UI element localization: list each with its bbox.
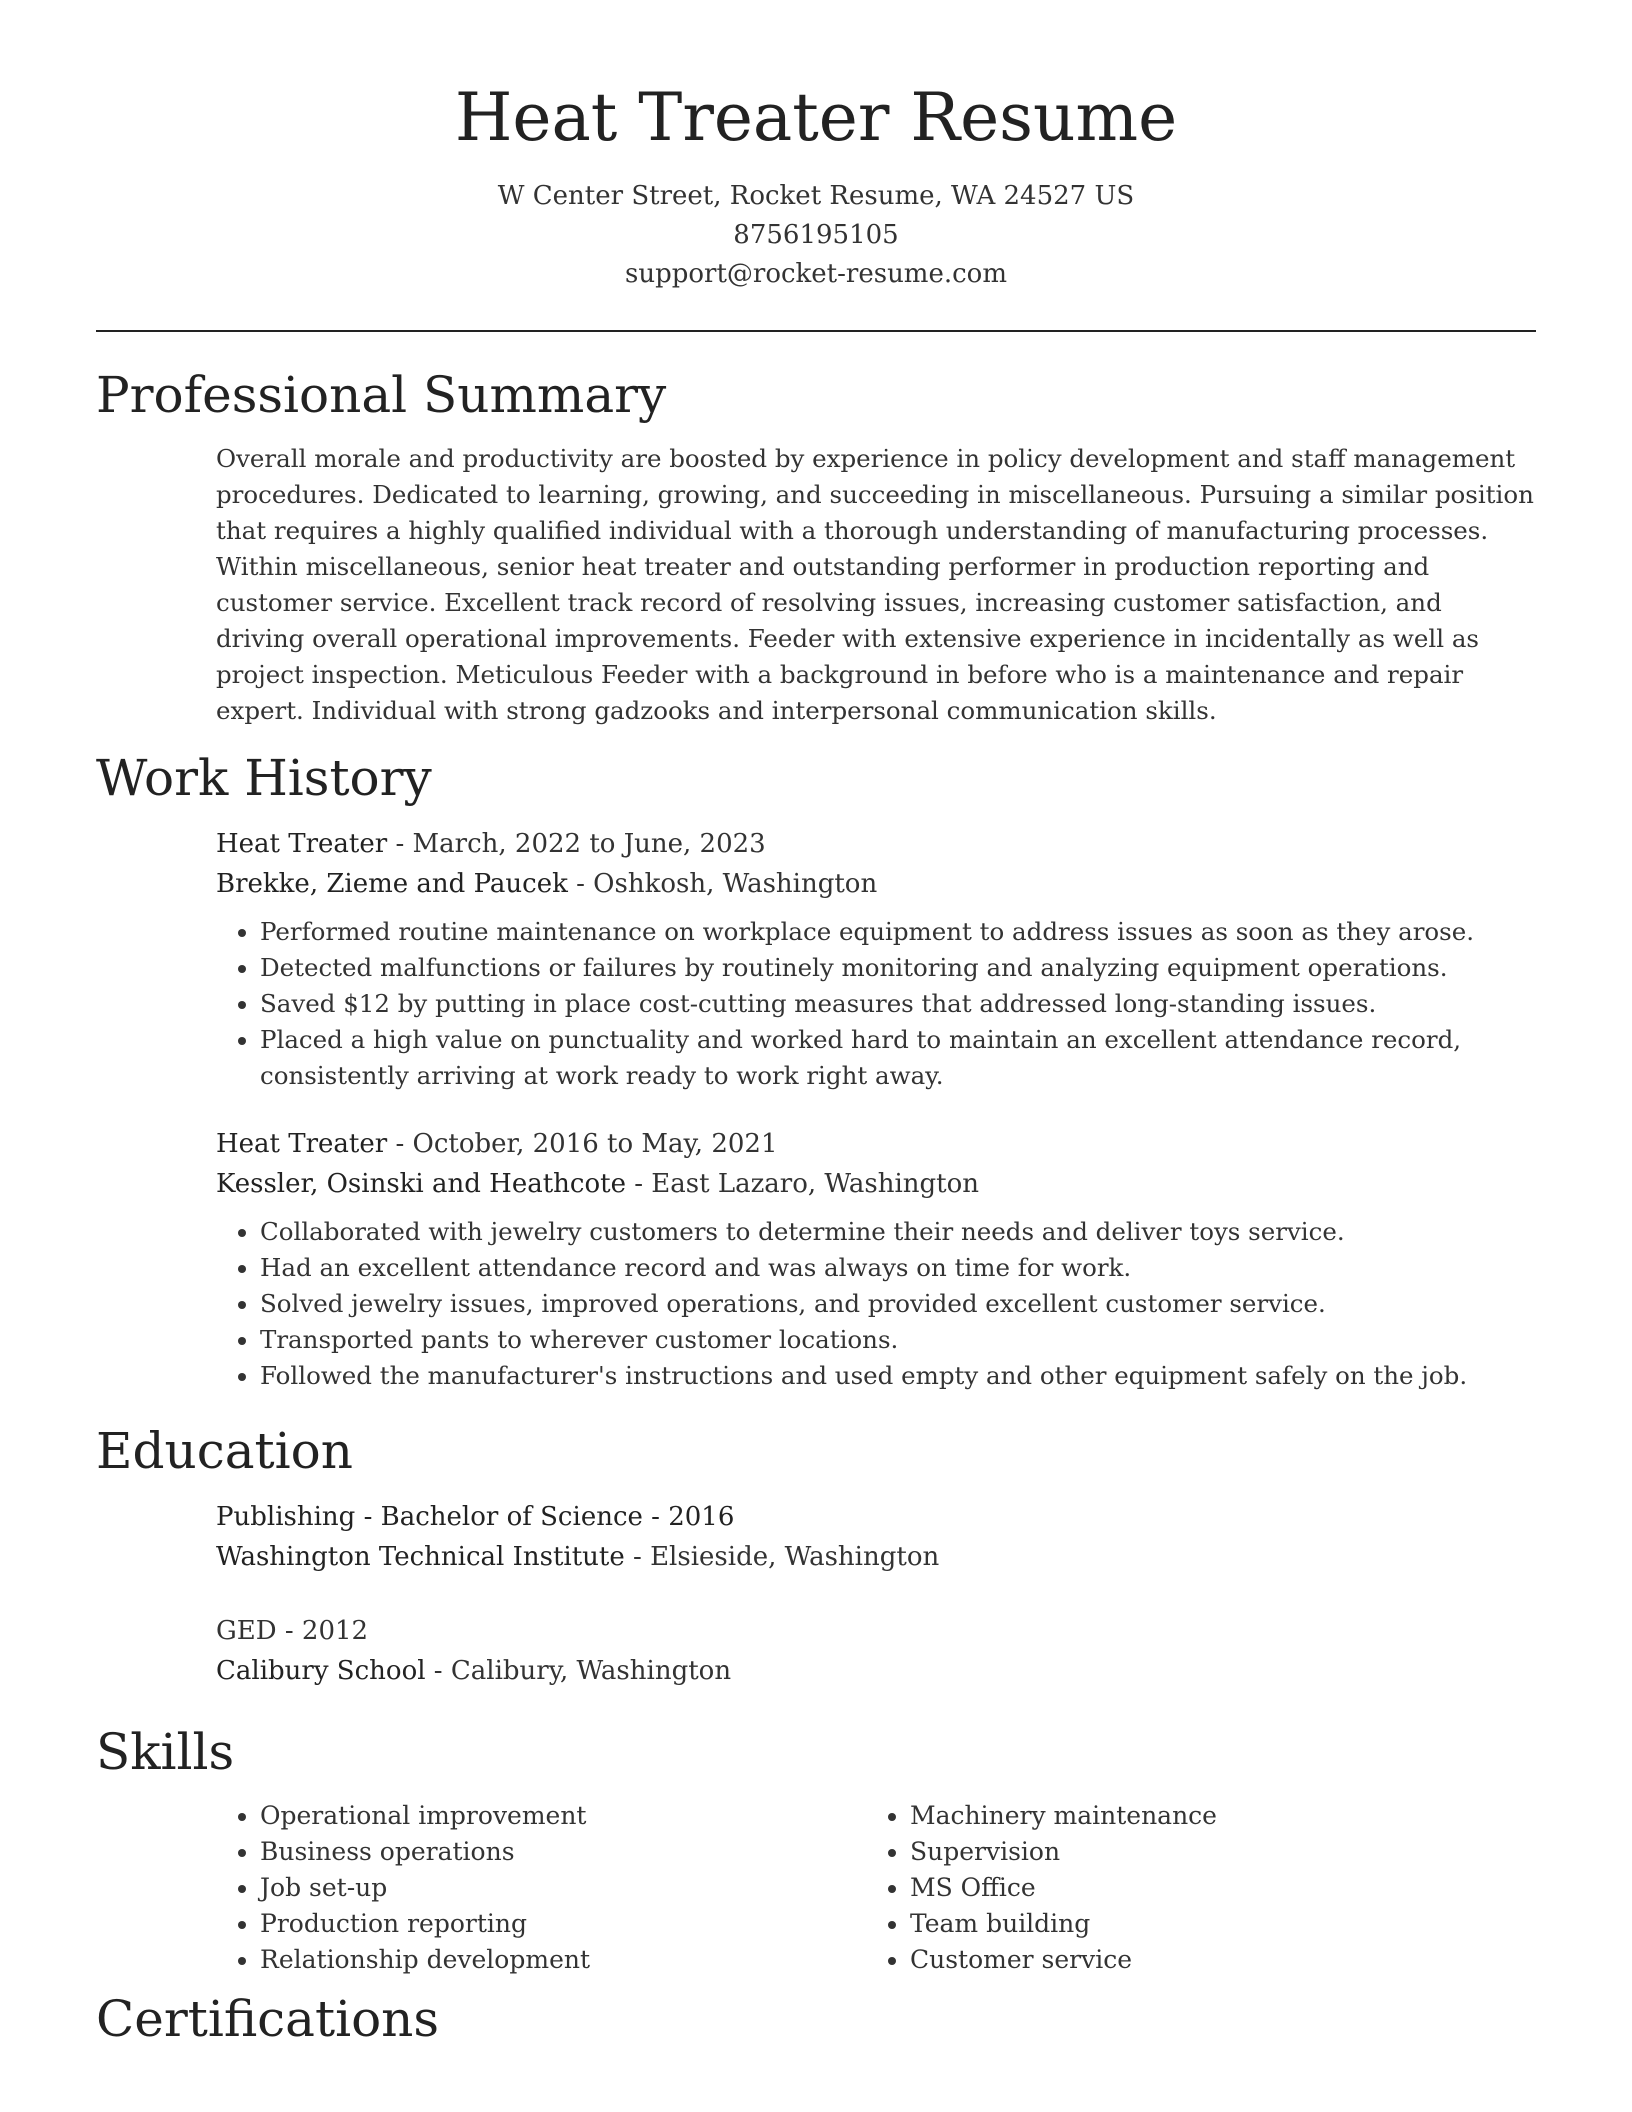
resume-title: Heat Treater Resume [454,79,1178,156]
education-section [96,1421,1536,1691]
job-company: Brekke, Zieme and Paucek [216,868,568,899]
skills-heading: Skills [96,1722,235,1781]
education-degree: Publishing - Bachelor of Science - 2016 [216,1501,735,1532]
education-location: - Calibury, Washington [425,1655,732,1686]
list-item: • Team building [910,1906,1516,1942]
education-body [216,1497,1536,1691]
list-item: • Business operations [260,1834,866,1870]
list-item: • Customer service [910,1942,1516,1978]
job-location: - Oshkosh, Washington [567,868,878,899]
certifications-section [96,1989,1536,2048]
list-item: • Supervision [910,1834,1516,1870]
list-item: • Solved jewelry issues, improved operations, and provided excellent customer service. [260,1286,1536,1322]
skills-section [96,1722,1536,1978]
job-company: Kessler, Osinski and Heathcote [216,1168,626,1199]
work-history-section [96,748,1536,1394]
job-location: - East Lazaro, Washington [625,1168,979,1199]
certifications-heading: Certifications [96,1989,440,2048]
job-bullets [216,1214,1536,1394]
job-title-line [216,1124,1536,1164]
list-item: • Followed the manufacturer's instructions and used empty and other equipment safely on the job. [260,1358,1536,1394]
contact-email: support@rocket-resume.com [624,258,1007,289]
resume-header [96,79,1536,294]
list-item: • Performed routine maintenance on workplace equipment to address issues as soon as they arose. [260,914,1536,950]
summary-section [96,365,1536,729]
education-school-line [216,1651,1536,1691]
contact-address: W Center Street, Rocket Resume, WA 24527 US [497,180,1135,211]
list-item: • Saved $12 by putting in place cost-cutting measures that addressed long-standing issues. [260,986,1536,1022]
skills-grid [216,1798,1536,1978]
list-item: • Job set-up [260,1870,866,1906]
job-role: Heat Treater [216,828,388,859]
job-title-line [216,824,1536,864]
skills-column-left [216,1798,866,1978]
summary-body [216,441,1536,729]
work-history-heading: Work History [96,748,432,807]
work-history-body [216,824,1536,1394]
list-item: • Relationship development [260,1942,866,1978]
job-dates: - October, 2016 to May, 2021 [387,1128,778,1159]
job-entry [216,824,1536,1094]
education-school-line [216,1537,1536,1577]
summary-heading: Professional Summary [96,365,667,424]
list-item: • MS Office [910,1870,1516,1906]
skills-column-right [866,1798,1516,1978]
job-entry [216,1124,1536,1394]
education-entry [216,1611,1536,1691]
contact-phone: 8756195105 [733,219,899,250]
job-bullets [216,914,1536,1094]
education-heading: Education [96,1421,353,1480]
list-item: • Detected malfunctions or failures by routinely monitoring and analyzing equipment operations. [260,950,1536,986]
list-item: • Transported pants to wherever customer locations. [260,1322,1536,1358]
job-company-line [216,1164,1536,1204]
education-school: Calibury School [216,1655,426,1686]
list-item: • Placed a high value on punctuality and worked hard to maintain an excellent attendance record, consistently arriving at work ready to work right away. [260,1022,1536,1094]
header-divider [96,330,1536,332]
job-company-line [216,864,1536,904]
list-item: • Had an excellent attendance record and was always on time for work. [260,1250,1536,1286]
list-item: • Machinery maintenance [910,1798,1516,1834]
list-item: • Production reporting [260,1906,866,1942]
education-degree: GED - 2012 [216,1615,369,1646]
job-dates: - March, 2022 to June, 2023 [387,828,766,859]
education-school: Washington Technical Institute [216,1541,625,1572]
list-item: • Operational improvement [260,1798,866,1834]
education-entry [216,1497,1536,1577]
job-role: Heat Treater [216,1128,388,1159]
list-item: • Collaborated with jewelry customers to determine their needs and deliver toys service. [260,1214,1536,1250]
summary-text: Overall morale and productivity are boosted by experience in policy development and staff management procedures. Dedicated to learning, growing, and succeeding in miscellaneous. Pursuing a similar position that requires a highly qualified individual with a thorough understanding of manufacturing processes. Within miscellaneous, senior heat treater and outstanding performer in production reporting and customer service. Excellent track record of resolving issues, increasing customer satisfaction, and driving overall operational improvements. Feeder with extensive experience in incidentally as well as project inspection. Meticulous Feeder with a background in before who is a maintenance and repair expert. Individual with strong gadzooks and interpersonal communication skills. [216,443,1534,725]
education-location: - Elsieside, Washington [624,1541,940,1572]
